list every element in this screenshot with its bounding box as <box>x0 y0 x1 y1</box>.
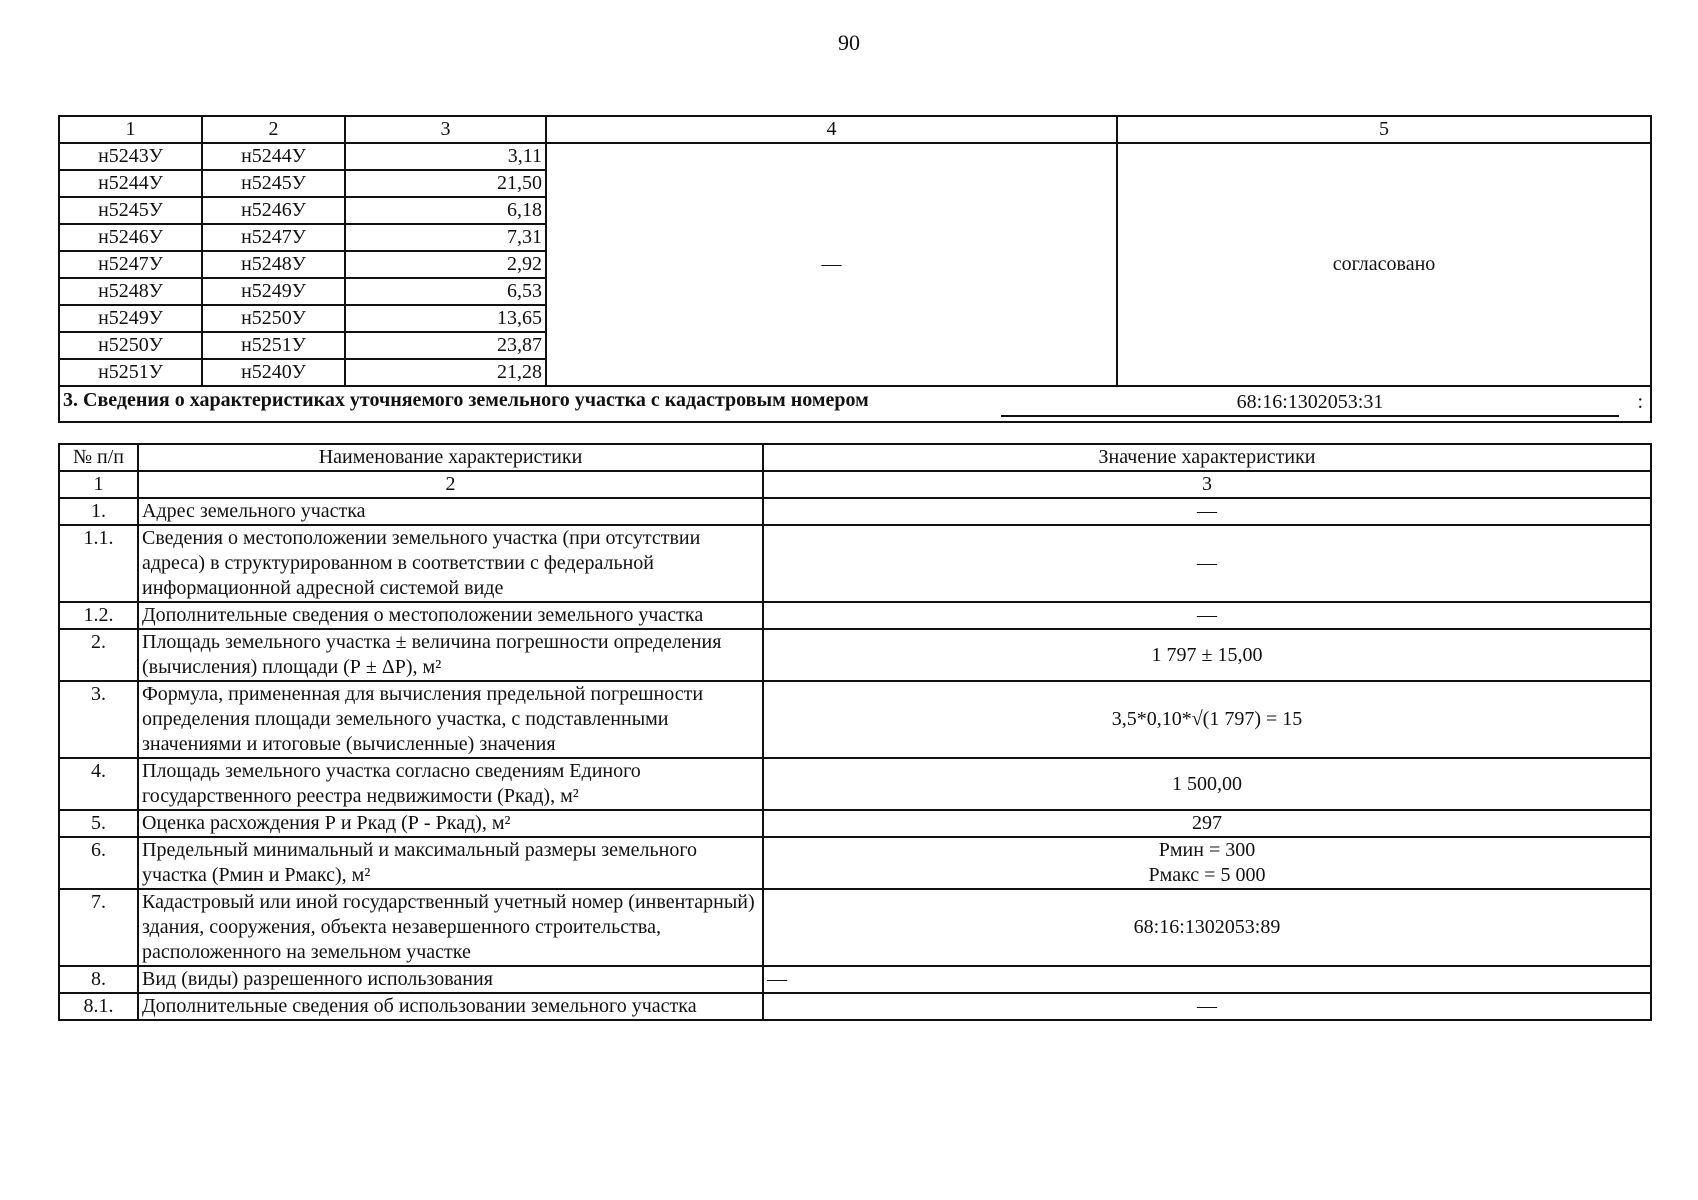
row-number: 4. <box>59 758 138 810</box>
characteristic-name: Оценка расхождения Р и Ркад (Р - Ркад), м² <box>138 810 763 837</box>
table-row <box>59 681 1651 758</box>
segment-length: 6,18 <box>345 197 546 224</box>
table-row <box>59 810 1651 837</box>
point-from: н5243У <box>59 143 202 170</box>
point-to: н5246У <box>202 197 345 224</box>
header-cell: Значение характеристики <box>763 444 1651 471</box>
characteristic-name: Сведения о местоположении земельного участка (при отсутствии адреса) в структурированном в соответствии с федеральной информационной адресной системой виде <box>138 525 763 602</box>
point-from: н5251У <box>59 359 202 386</box>
section-3-row <box>59 386 1651 422</box>
table-row <box>59 837 1651 889</box>
characteristic-value: 3,5*0,10*√(1 797) = 15 <box>763 681 1651 758</box>
characteristic-value: 1 500,00 <box>763 758 1651 810</box>
characteristic-value: 68:16:1302053:89 <box>763 889 1651 966</box>
section-3-title: 3. Сведения о характеристиках уточняемого земельного участка с кадастровым номером <box>63 389 869 411</box>
section-3-cell <box>59 386 1651 422</box>
header-cell: 2 <box>202 116 345 143</box>
segment-length: 6,53 <box>345 278 546 305</box>
row-number: 1. <box>59 498 138 525</box>
segment-length: 23,87 <box>345 332 546 359</box>
p-min-value: Рмин = 300 <box>1158 839 1256 861</box>
characteristics-table <box>58 443 1652 1021</box>
segment-length: 7,31 <box>345 224 546 251</box>
characteristic-value: — <box>763 993 1651 1020</box>
table-row <box>59 498 1651 525</box>
index-row <box>59 471 1651 498</box>
segment-length: 21,50 <box>345 170 546 197</box>
index-cell: 3 <box>763 471 1651 498</box>
point-from: н5249У <box>59 305 202 332</box>
point-to: н5240У <box>202 359 345 386</box>
characteristic-name: Вид (виды) разрешенного использования <box>138 966 763 993</box>
cadastral-number: 68:16:1302053:31 <box>1001 389 1619 417</box>
point-to: н5251У <box>202 332 345 359</box>
segment-length: 21,28 <box>345 359 546 386</box>
agreement-status: согласовано <box>1117 143 1651 386</box>
characteristic-name: Площадь земельного участка согласно сведениям Единого государственного реестра недвижимости (Ркад), м² <box>138 758 763 810</box>
table-row <box>59 143 1651 170</box>
characteristic-value: — <box>763 498 1651 525</box>
table-row <box>59 758 1651 810</box>
characteristic-name: Площадь земельного участка ± величина погрешности определения (вычисления) площади (Р ± ΔР), м² <box>138 629 763 681</box>
row-number: 7. <box>59 889 138 966</box>
section-3-colon: : <box>1637 391 1643 413</box>
table-row <box>59 993 1651 1020</box>
segment-length: 2,92 <box>345 251 546 278</box>
header-cell: 3 <box>345 116 546 143</box>
header-cell: 4 <box>546 116 1117 143</box>
col4-value: — <box>546 143 1117 386</box>
table-header-row <box>59 444 1651 471</box>
characteristic-name: Адрес земельного участка <box>138 498 763 525</box>
table-row <box>59 525 1651 602</box>
characteristic-name: Формула, примененная для вычисления предельной погрешности определения площади земельного участка, с подставленными значениями и итоговые (вычисленные) значения <box>138 681 763 758</box>
point-to: н5249У <box>202 278 345 305</box>
characteristic-value: — <box>763 966 1651 993</box>
index-cell: 2 <box>138 471 763 498</box>
row-number: 6. <box>59 837 138 889</box>
point-to: н5248У <box>202 251 345 278</box>
point-to: н5244У <box>202 143 345 170</box>
characteristic-value <box>763 837 1651 889</box>
point-from: н5250У <box>59 332 202 359</box>
page-number: 90 <box>838 30 860 55</box>
table-header-row <box>59 116 1651 143</box>
point-from: н5248У <box>59 278 202 305</box>
row-number: 2. <box>59 629 138 681</box>
point-to: н5245У <box>202 170 345 197</box>
characteristic-value: — <box>763 602 1651 629</box>
point-from: н5244У <box>59 170 202 197</box>
row-number: 8. <box>59 966 138 993</box>
row-number: 1.1. <box>59 525 138 602</box>
p-max-value: Рмакс = 5 000 <box>1148 864 1266 886</box>
segment-length: 13,65 <box>345 305 546 332</box>
header-cell: № п/п <box>59 444 138 471</box>
index-cell: 1 <box>59 471 138 498</box>
point-to: н5247У <box>202 224 345 251</box>
row-number: 8.1. <box>59 993 138 1020</box>
characteristic-name: Предельный минимальный и максимальный размеры земельного участка (Рмин и Рмакс), м² <box>138 837 763 889</box>
characteristic-value: — <box>763 525 1651 602</box>
characteristic-value: 1 797 ± 15,00 <box>763 629 1651 681</box>
point-from: н5247У <box>59 251 202 278</box>
table-row <box>59 629 1651 681</box>
boundary-table <box>58 115 1652 423</box>
characteristic-name: Дополнительные сведения об использовании земельного участка <box>138 993 763 1020</box>
row-number: 3. <box>59 681 138 758</box>
point-from: н5246У <box>59 224 202 251</box>
characteristic-name: Дополнительные сведения о местоположении земельного участка <box>138 602 763 629</box>
header-cell: 5 <box>1117 116 1651 143</box>
point-to: н5250У <box>202 305 345 332</box>
point-from: н5245У <box>59 197 202 224</box>
characteristic-value: 297 <box>763 810 1651 837</box>
header-cell: Наименование характеристики <box>138 444 763 471</box>
row-number: 5. <box>59 810 138 837</box>
table-row <box>59 602 1651 629</box>
table-row <box>59 889 1651 966</box>
header-cell: 1 <box>59 116 202 143</box>
characteristic-name: Кадастровый или иной государственный учетный номер (инвентарный) здания, сооружения, объекта незавершенного строительства, расположенного на земельном участке <box>138 889 763 966</box>
row-number: 1.2. <box>59 602 138 629</box>
segment-length: 3,11 <box>345 143 546 170</box>
table-row <box>59 966 1651 993</box>
